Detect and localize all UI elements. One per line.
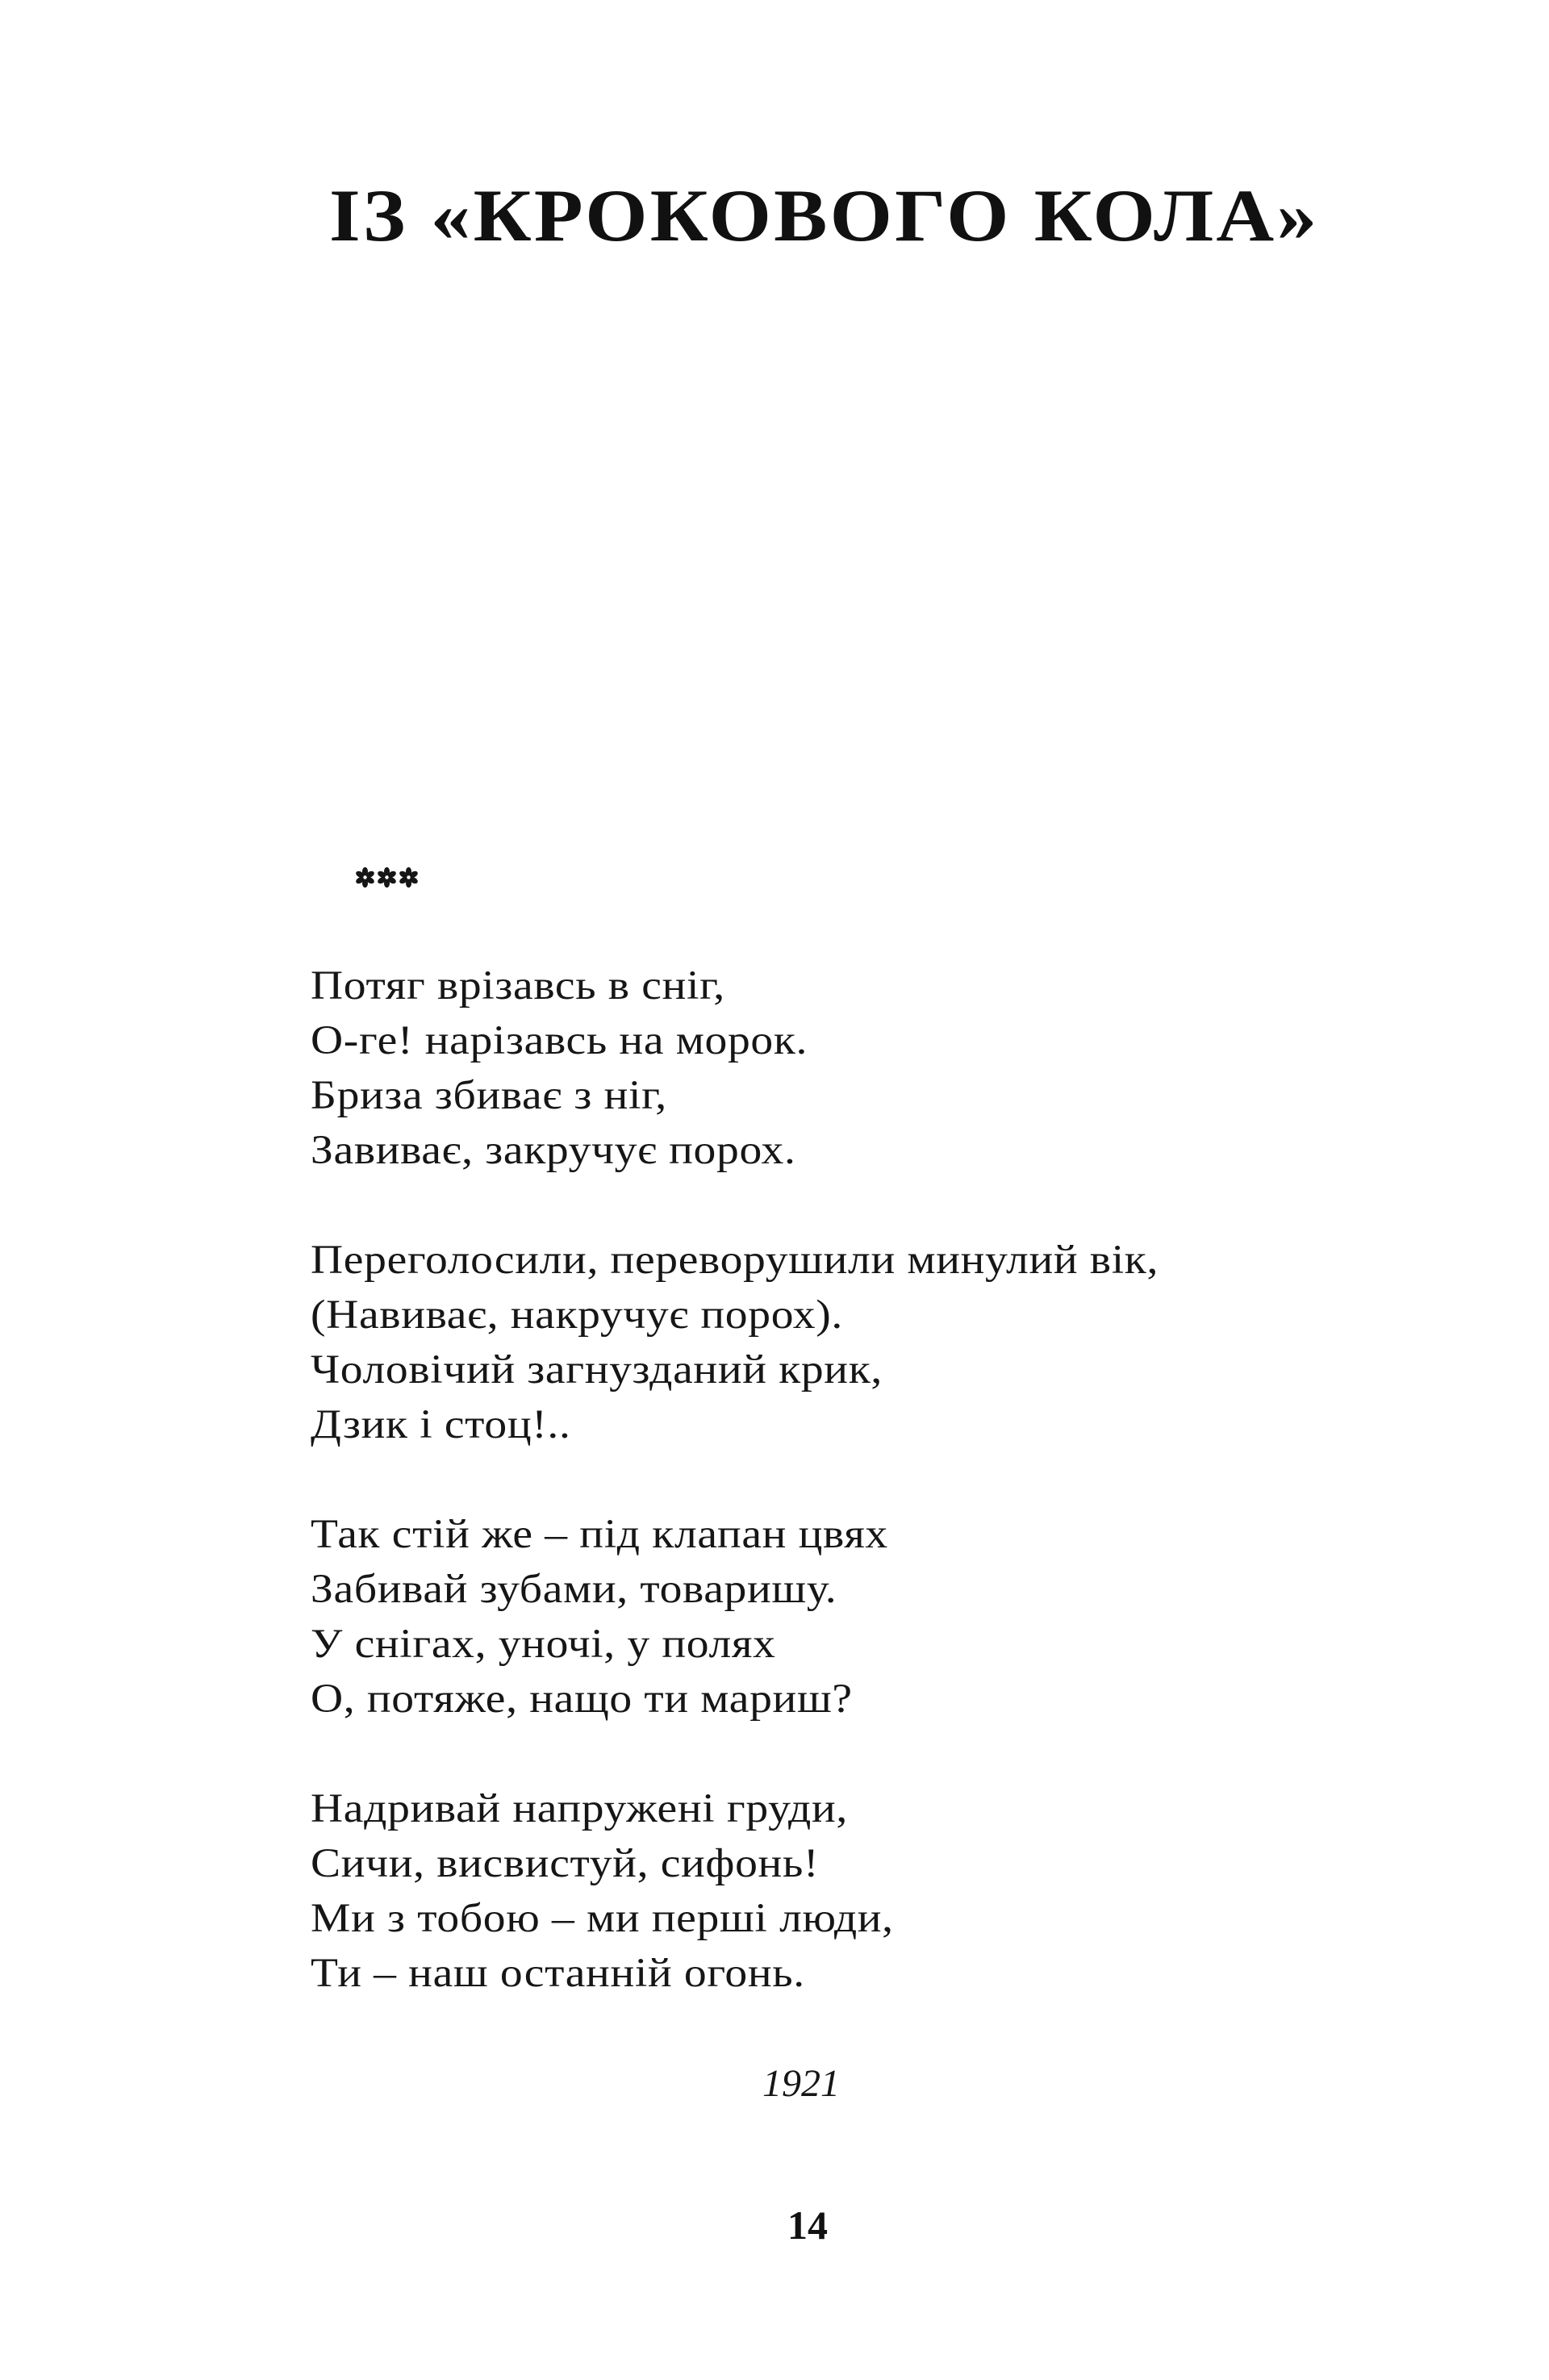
poem-line: Потяг врізавсь в сніг, [311,963,725,1008]
poem-line: Надривай напружені груди, [311,1786,848,1831]
poem-line: О, потяже, нащо ти мариш? [311,1676,853,1722]
poem-line: Сичи, висвистуй, сифонь! [311,1841,820,1886]
flower-asterisk-icon [399,866,419,888]
poem-line: О-ге! нарізавсь на морок. [311,1018,808,1063]
poem-line: Дзик і стоц!.. [311,1402,571,1447]
poem-line: Забивай зубами, товаришу. [311,1567,837,1612]
poem-line: (Навиває, накручує порох). [311,1292,843,1338]
poem-line: Ми з тобою – ми перші люди, [311,1896,894,1941]
flower-asterisk-icon [355,866,375,888]
poem-line: Бриза збиває з ніг, [311,1073,667,1118]
poem-line: Так стій же – під клапан цвях [311,1512,888,1557]
section-title: ІЗ «КРОКОВОГО КОЛА» [329,174,1320,257]
poem-line: У снігах, уночі, у полях [311,1622,776,1667]
poem-separator [355,866,420,888]
poem-date: 1921 [762,2062,840,2105]
poem-line: Чоловічий загнузданий крик, [311,1347,883,1393]
page-number: 14 [787,2203,828,2248]
flower-asterisk-icon [377,866,397,888]
poem-line: Переголосили, переворушили минулий вік, [311,1238,1159,1283]
poem-line: Ти – наш останній огонь. [311,1951,805,1996]
poem-line: Завиває, закручує порох. [311,1128,796,1173]
